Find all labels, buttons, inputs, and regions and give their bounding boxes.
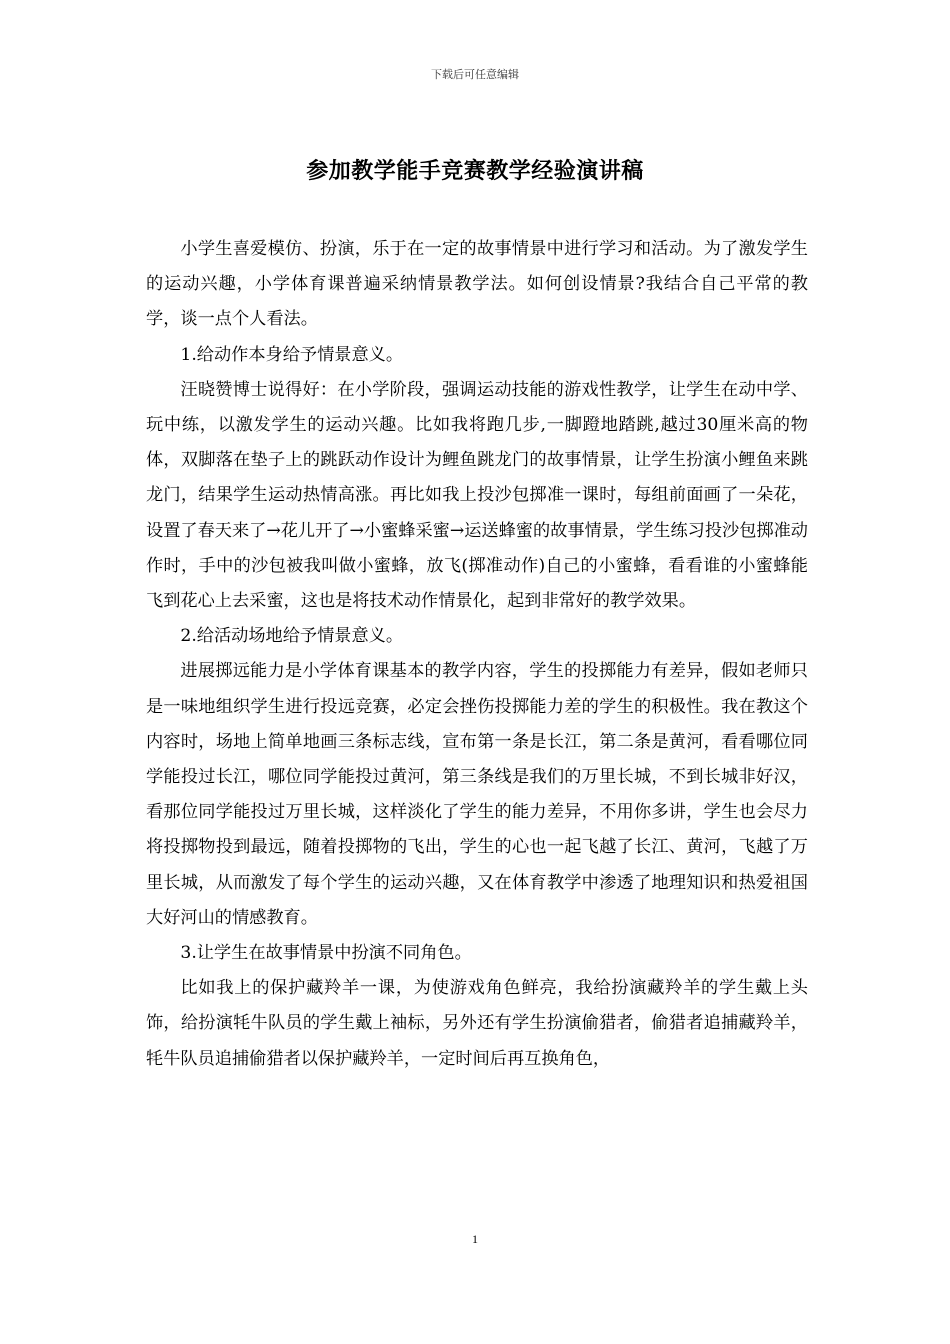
paragraph-section-2: 进展掷远能力是小学体育课基本的教学内容，学生的投掷能力有差异，假如老师只是一味地组织学生进行投远竞赛，必定会挫伤投掷能力差的学生的积极性。我在教这个内容时，场地上简单地画三条标志线，宣布第一条是长江，第二条是黄河，看看哪位同学能投过长江，哪位同学能投过黄河，第三条线是我们的万里长城，不到长城非好汉，看那位同学能投过万里长城，这样淡化了学生的能力差异，不用你多讲，学生也会尽力将投掷物投到最远，随着投掷物的飞出，学生的心也一起飞越了长江、黄河，飞越了万里长城，从而激发了每个学生的运动兴趣，又在体育教学中渗透了地理知识和热爱祖国大好河山的情感教育。 [146,661,808,928]
page-number: 1 [472,1232,478,1246]
document-body [146,232,808,1077]
section-heading-1: 1.给动作本身给予情景意义。 [180,344,404,365]
header-note: 下载后可任意编辑 [431,68,519,81]
document-title: 参加教学能手竞赛教学经验演讲稿 [306,159,644,184]
section-heading-2: 2.给活动场地给予情景意义。 [180,626,404,647]
paragraph-section-1: 汪晓赞博士说得好：在小学阶段，强调运动技能的游戏性教学，让学生在动中学、玩中练，以激发学生的运动兴趣。比如我将跑几步,一脚蹬地踏跳,越过30厘米高的物体，双脚落在垫子上的跳跃动作设计为鲤鱼跳龙门的故事情景，让学生扮演小鲤鱼来跳龙门，结果学生运动热情高涨。再比如我上投沙包掷准一课时，每组前面画了一朵花，设置了春天来了→花儿开了→小蜜蜂采蜜→运送蜂蜜的故事情景，学生练习投沙包掷准动作时，手中的沙包被我叫做小蜜蜂，放飞(掷准动作)自己的小蜜蜂，看看谁的小蜜蜂能飞到花心上去采蜜，这也是将技术动作情景化，起到非常好的教学效果。 [146,379,808,612]
section-heading-3: 3.让学生在故事情景中扮演不同角色。 [180,943,472,964]
paragraph-section-3: 比如我上的保护藏羚羊一课，为使游戏角色鲜亮，我给扮演藏羚羊的学生戴上头饰，给扮演牦牛队员的学生戴上袖标，另外还有学生扮演偷猎者，偷猎者追捕藏羚羊，牦牛队员追捕偷猎者以保护藏羚羊，一定时间后再互换角色， [146,978,808,1069]
paragraph-intro: 小学生喜爱模仿、扮演，乐于在一定的故事情景中进行学习和活动。为了激发学生的运动兴趣，小学体育课普遍采纳情景教学法。如何创设情景?我结合自己平常的教学，谈一点个人看法。 [146,239,808,330]
